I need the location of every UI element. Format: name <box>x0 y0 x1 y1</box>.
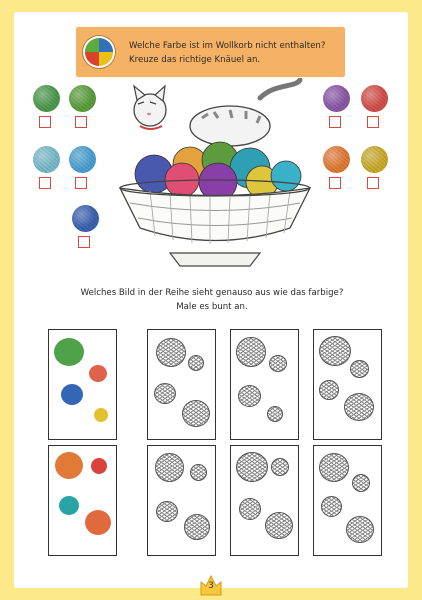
option-card-1-3[interactable] <box>313 329 382 440</box>
left-yarn-option-2 <box>69 85 96 112</box>
page-number-badge <box>199 574 223 596</box>
left-yarn-option-1 <box>33 85 60 112</box>
option-card-1-2[interactable] <box>230 329 299 440</box>
cat-icon <box>134 80 300 146</box>
question-2-line-2: Male es bunt an. <box>176 302 248 312</box>
colored-reference-card-1 <box>48 329 117 440</box>
yarn-ball <box>61 384 83 405</box>
right-yarn-checkbox-4[interactable] <box>367 177 379 189</box>
left-yarn-checkbox-4[interactable] <box>75 177 87 189</box>
left-yarn-checkbox-2[interactable] <box>75 116 87 128</box>
yarn-ball <box>91 458 107 474</box>
right-yarn-checkbox-1[interactable] <box>329 116 341 128</box>
option-card-2-2[interactable] <box>230 445 299 556</box>
color-wheel-icon <box>85 38 113 66</box>
question-1-line-1: Welche Farbe ist im Wollkorb nicht enthalten? <box>129 41 326 51</box>
right-yarn-option-4 <box>361 146 388 173</box>
right-yarn-checkbox-2[interactable] <box>367 116 379 128</box>
right-yarn-option-1 <box>323 85 350 112</box>
option-card-2-1[interactable] <box>147 445 216 556</box>
left-yarn-checkbox-5[interactable] <box>78 236 90 248</box>
right-yarn-option-3 <box>323 146 350 173</box>
colored-reference-card-2 <box>48 445 117 556</box>
page-number: 3 <box>208 581 214 591</box>
left-yarn-checkbox-3[interactable] <box>39 177 51 189</box>
left-yarn-checkbox-1[interactable] <box>39 116 51 128</box>
yarn-ball <box>85 510 111 535</box>
yarn-basket-illustration <box>110 78 320 268</box>
left-yarn-option-3 <box>33 146 60 173</box>
right-yarn-option-2 <box>361 85 388 112</box>
option-card-2-3[interactable] <box>313 445 382 556</box>
yarn-ball <box>59 496 79 515</box>
left-yarn-option-5 <box>72 205 99 232</box>
right-yarn-checkbox-3[interactable] <box>329 177 341 189</box>
question-2-line-1: Welches Bild in der Reihe sieht genauso aus wie das farbige? <box>80 288 344 298</box>
option-card-1-1[interactable] <box>147 329 216 440</box>
yarn-ball <box>54 338 84 366</box>
yarn-ball <box>94 408 108 422</box>
yarn-ball <box>89 365 107 382</box>
question-2 <box>71 286 353 314</box>
question-1-line-2: Kreuze das richtige Knäuel an. <box>129 55 261 65</box>
basket-yarn-ball <box>271 161 301 191</box>
question-1 <box>129 39 325 67</box>
yarn-ball <box>55 452 83 479</box>
left-yarn-option-4 <box>69 146 96 173</box>
